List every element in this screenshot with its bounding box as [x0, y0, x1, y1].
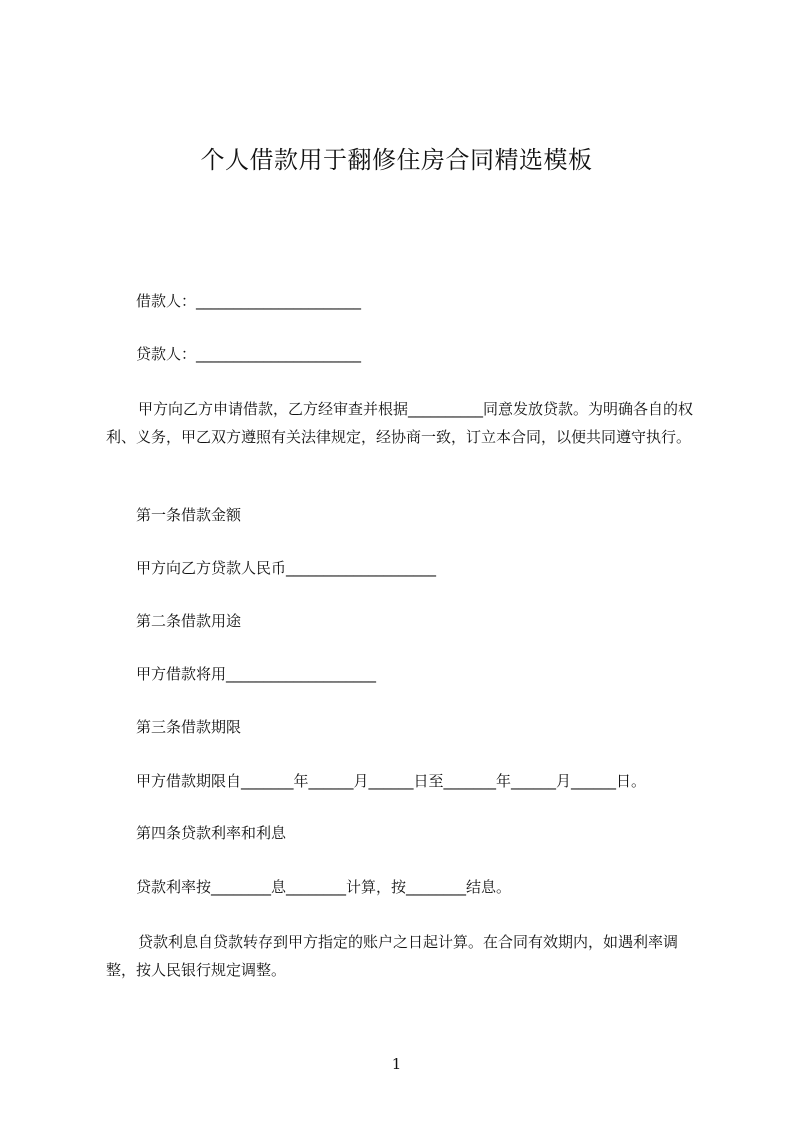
page-number: 1 [391, 1055, 402, 1073]
article3-body: 甲方借款期限自_______年______月______日至_______年______月______日。 [136, 772, 647, 790]
article2-body: 甲方借款将用____________________ [136, 665, 377, 683]
article1-body: 甲方向乙方贷款人民币____________________ [136, 559, 437, 577]
article2-heading: 第二条借款用途 [136, 612, 242, 630]
borrower-line: 借款人：______________________ [136, 292, 362, 310]
interest-paragraph: 贷款利息自贷款转存到甲方指定的账户之日起计算。在合同有效期内，如遇利率调整，按人民银行规定调整。 [106, 933, 679, 979]
article4-heading: 第四条贷款利率和利息 [136, 824, 287, 842]
intro-paragraph: 甲方向乙方申请借款，乙方经审查并根据__________同意发放贷款。为明确各自的权利、义务，甲乙双方遵照有关法律规定，经协商一致，订立本合同，以便共同遵守执行。 [106, 400, 694, 446]
article4-body: 贷款利率按________息________计算，按________结息。 [136, 878, 512, 896]
lender-line: 贷款人：______________________ [136, 345, 362, 363]
article1-heading: 第一条借款金额 [136, 506, 242, 524]
article3-heading: 第三条借款期限 [136, 718, 242, 736]
document-title: 个人借款用于翻修住房合同精选模板 [200, 146, 593, 174]
